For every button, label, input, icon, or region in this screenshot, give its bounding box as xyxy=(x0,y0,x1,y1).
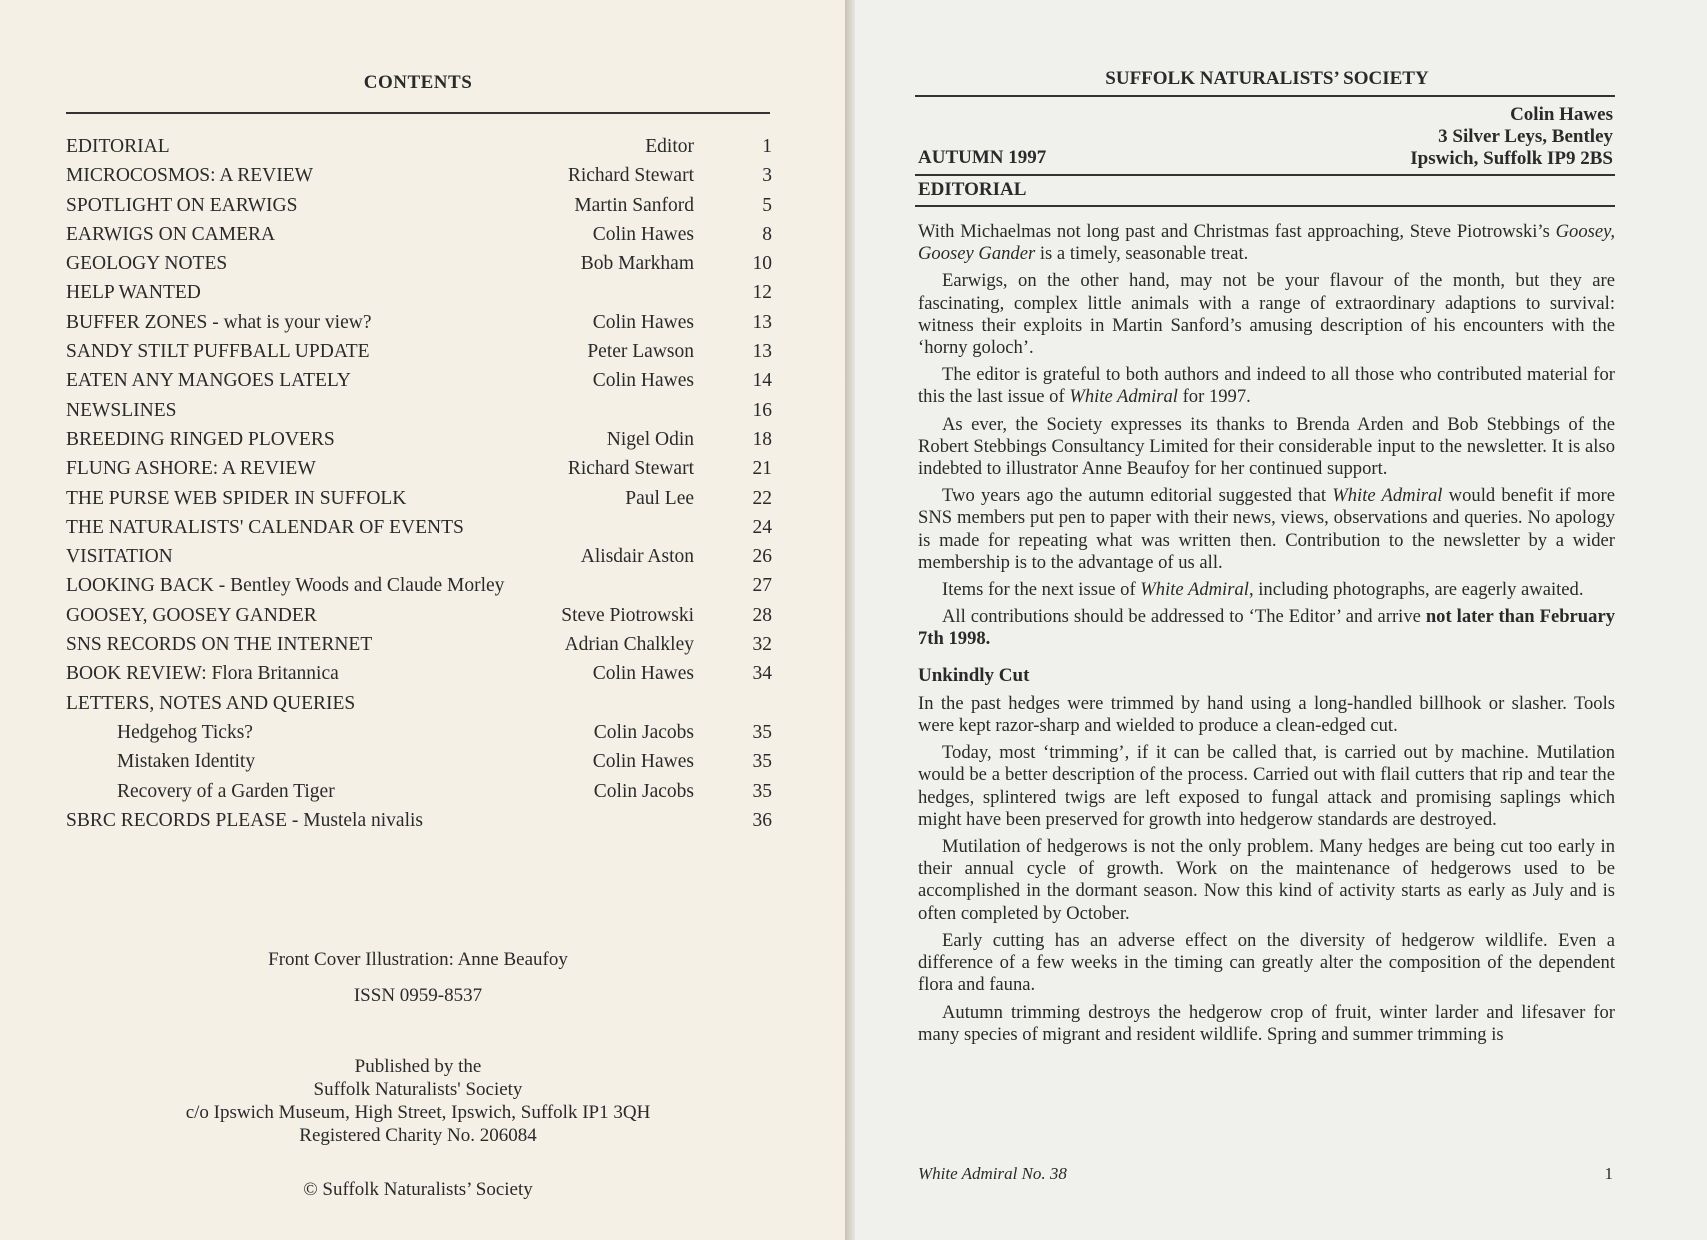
toc-author: Richard Stewart xyxy=(567,165,694,187)
toc-title: GOOSEY, GOOSEY GANDER xyxy=(66,604,317,626)
running-footer: White Admiral No. 38 xyxy=(918,1164,1067,1183)
toc-row xyxy=(66,458,772,487)
toc-title: SPOTLIGHT ON EARWIGS xyxy=(66,194,298,216)
toc-row xyxy=(66,751,772,780)
toc-row xyxy=(66,253,772,282)
toc-page-number: 36 xyxy=(752,809,772,831)
toc-title: THE PURSE WEB SPIDER IN SUFFOLK xyxy=(66,487,407,509)
address-line: Colin Hawes xyxy=(1510,104,1613,125)
paragraph: Two years ago the autumn editorial suggested that White Admiral would benefit if more SNS members put pen to paper with their news, views, observations and queries. No apology is made for repeating what was written then. Contribution to the newsletter by a wider membership is to the advantage of us all. xyxy=(918,485,1615,573)
toc-title: SNS RECORDS ON THE INTERNET xyxy=(66,634,373,656)
toc-page-number: 32 xyxy=(752,634,772,656)
toc-row xyxy=(66,488,772,517)
toc-title: HELP WANTED xyxy=(66,282,201,304)
toc-author: Colin Hawes xyxy=(592,663,694,685)
toc-title: GEOLOGY NOTES xyxy=(66,253,228,275)
toc-title: MICROCOSMOS: A REVIEW xyxy=(66,165,314,187)
society-title: SUFFOLK NATURALISTS’ SOCIETY xyxy=(1105,68,1429,89)
toc-page-number: 35 xyxy=(752,751,772,773)
issue-rule xyxy=(915,174,1615,176)
toc-author: Colin Hawes xyxy=(592,751,694,773)
toc-row xyxy=(66,429,772,458)
copyright-text: © Suffolk Naturalists’ Society xyxy=(303,1179,533,1200)
toc-row xyxy=(66,282,772,311)
page-gutter xyxy=(845,0,855,1240)
toc-row xyxy=(66,341,772,370)
paragraph: All contributions should be addressed to ‘The Editor’ and arrive not later than February 7th 1998. xyxy=(918,606,1615,650)
header-rule xyxy=(915,95,1615,97)
toc-title: BREEDING RINGED PLOVERS xyxy=(66,428,335,450)
page-number: 1 xyxy=(1604,1164,1613,1183)
address-line: Ipswich, Suffolk IP9 2BS xyxy=(1410,148,1613,169)
publisher-line: c/o Ipswich Museum, High Street, Ipswich, Suffolk IP1 3QH xyxy=(185,1102,651,1123)
toc-author: Editor xyxy=(645,136,694,157)
toc-page-number: 16 xyxy=(752,399,772,421)
toc-page-number: 18 xyxy=(752,428,772,450)
toc-row xyxy=(66,312,772,341)
paragraph: Early cutting has an adverse effect on the diversity of hedgerow wildlife. Even a difference of a few weeks in the timing can greatly alter the composition of the dependent flora and fauna. xyxy=(918,929,1615,996)
toc-title: Recovery of a Garden Tiger xyxy=(117,780,335,802)
toc-row xyxy=(66,400,772,429)
toc-title: BUFFER ZONES - what is your view? xyxy=(66,311,372,333)
toc-row xyxy=(66,663,772,692)
toc-title: EDITORIAL xyxy=(66,136,170,157)
publisher-line: Registered Charity No. 206084 xyxy=(299,1125,537,1146)
toc-author: Peter Lawson xyxy=(587,341,694,363)
toc-title: BOOK REVIEW: Flora Britannica xyxy=(66,663,339,685)
section-rule xyxy=(915,205,1615,207)
toc-page-number: 5 xyxy=(762,194,772,216)
publisher-line: Suffolk Naturalists' Society xyxy=(313,1079,523,1100)
toc-page-number: 1 xyxy=(762,136,772,157)
toc-page-number: 10 xyxy=(752,253,772,275)
toc-row xyxy=(66,136,772,165)
paragraph: Today, most ‘trimming’, if it can be called that, is carried out by machine. Mutilation would be a better description of the process. Carried out with flail cutters that rip and tear the hedges, splintered twigs are left exposed to fungal attack and promising saplings which might have been preserved for growth into hedgerow standards are destroyed. xyxy=(918,742,1615,830)
paragraph: Items for the next issue of White Admiral, including photographs, are eagerly awaited. xyxy=(942,579,1584,601)
address-line: 3 Silver Leys, Bentley xyxy=(1438,126,1613,147)
toc-row xyxy=(66,224,772,253)
toc-author: Colin Hawes xyxy=(592,370,694,392)
toc-title: EARWIGS ON CAMERA xyxy=(66,223,276,245)
toc-row xyxy=(66,165,772,194)
editorial-body xyxy=(918,221,1615,1051)
toc-page-number: 24 xyxy=(752,516,772,538)
toc-row xyxy=(66,575,772,604)
toc-row xyxy=(66,195,772,224)
paragraph: In the past hedges were trimmed by hand using a long-handled billhook or slasher. Tools were kept razor-sharp and wielded to produce a clean-edged cut. xyxy=(918,692,1615,737)
toc-page-number: 13 xyxy=(752,341,772,363)
subheading: Unkindly Cut xyxy=(918,664,1030,686)
toc-author: Colin Hawes xyxy=(592,311,694,333)
contents-heading: CONTENTS xyxy=(363,72,473,93)
toc-row xyxy=(66,605,772,634)
toc-page-number: 28 xyxy=(752,604,772,626)
section-title: EDITORIAL xyxy=(918,179,1027,200)
toc-title: Mistaken Identity xyxy=(117,751,256,773)
paragraph: The editor is grateful to both authors and indeed to all those who contributed material for this the last issue of White Admiral for 1997. xyxy=(918,364,1615,408)
publisher-line: Published by the xyxy=(354,1056,482,1077)
publisher-block xyxy=(66,1055,770,1147)
toc-row xyxy=(66,517,772,546)
paragraph: Mutilation of hedgerows is not the only problem. Many hedges are being cut too early in their annual cycle of growth. Work on the maintenance of hedgerows used to be accomplished in the dormant season. Now this kind of activity starts as early as July and is often completed by October. xyxy=(918,836,1615,924)
paragraph: With Michaelmas not long past and Christmas fast approaching, Steve Piotrowski’s Goosey, Goosey Gander is a timely, seasonable treat. xyxy=(918,221,1615,265)
toc-author: Richard Stewart xyxy=(567,458,694,480)
toc-title: LOOKING BACK - Bentley Woods and Claude Morley xyxy=(66,575,505,597)
toc-page-number: 3 xyxy=(762,165,772,187)
toc-title: NEWSLINES xyxy=(66,399,177,421)
toc-author: Paul Lee xyxy=(625,487,694,509)
toc-row xyxy=(66,693,772,722)
editor-address xyxy=(1410,104,1613,170)
toc-author: Colin Hawes xyxy=(592,223,694,245)
toc-title: THE NATURALISTS' CALENDAR OF EVENTS xyxy=(66,516,464,538)
toc-row xyxy=(66,546,772,575)
toc-author: Martin Sanford xyxy=(574,194,694,216)
issue-date: AUTUMN 1997 xyxy=(918,147,1047,168)
toc-page-number: 8 xyxy=(762,223,772,245)
issn xyxy=(66,984,770,1007)
copyright xyxy=(66,1178,770,1201)
toc-row xyxy=(66,781,772,810)
toc-row xyxy=(66,370,772,399)
toc-page-number: 21 xyxy=(752,458,772,480)
toc-page-number: 13 xyxy=(752,311,772,333)
issn-text: ISSN 0959-8537 xyxy=(353,985,483,1006)
toc-title: SANDY STILT PUFFBALL UPDATE xyxy=(66,341,370,363)
toc-title: Hedgehog Ticks? xyxy=(117,721,253,743)
toc-page-number: 35 xyxy=(752,721,772,743)
toc-page-number: 14 xyxy=(752,370,772,392)
toc-title: SBRC RECORDS PLEASE - Mustela nivalis xyxy=(66,809,423,831)
toc-title: EATEN ANY MANGOES LATELY xyxy=(66,370,351,392)
toc-title: LETTERS, NOTES AND QUERIES xyxy=(66,692,356,714)
toc-row xyxy=(66,634,772,663)
toc-page-number: 22 xyxy=(752,487,772,509)
toc-author: Bob Markham xyxy=(580,253,694,275)
toc-author: Alisdair Aston xyxy=(580,546,694,568)
contents-page xyxy=(0,0,845,1240)
toc-author: Steve Piotrowski xyxy=(561,604,694,626)
toc-page-number: 27 xyxy=(752,575,772,597)
toc-page-number: 34 xyxy=(752,663,772,685)
table-of-contents xyxy=(66,136,772,839)
toc-author: Colin Jacobs xyxy=(593,780,694,802)
toc-row xyxy=(66,722,772,751)
toc-row xyxy=(66,810,772,839)
toc-author: Adrian Chalkley xyxy=(564,634,694,656)
cover-credit xyxy=(66,948,770,971)
toc-page-number: 35 xyxy=(752,780,772,802)
toc-page-number: 26 xyxy=(752,546,772,568)
toc-title: VISITATION xyxy=(66,546,173,568)
paragraph: Earwigs, on the other hand, may not be your flavour of the month, but they are fascinating, complex little animals with a range of extraordinary adaptions to survival: witness their exploits in Martin Sanford’s amusing description of his encounters with the ‘horny goloch’. xyxy=(918,270,1615,359)
toc-page-number: 12 xyxy=(752,282,772,304)
paragraph: As ever, the Society expresses its thanks to Brenda Arden and Bob Stebbings of the Robert Stebbings Consultancy Limited for their considerable input to the newsletter. It is also indebted to illustrator Anne Beaufoy for her continued support. xyxy=(918,413,1615,480)
toc-author: Colin Jacobs xyxy=(593,721,694,743)
toc-author: Nigel Odin xyxy=(606,428,694,450)
toc-title: FLUNG ASHORE: A REVIEW xyxy=(66,458,316,480)
contents-rule xyxy=(66,112,770,114)
cover-credit-text: Front Cover Illustration: Anne Beaufoy xyxy=(268,949,568,970)
paragraph: Autumn trimming destroys the hedgerow crop of fruit, winter larder and lifesaver for many species of migrant and resident wildlife. Spring and summer trimming is xyxy=(918,1001,1615,1045)
